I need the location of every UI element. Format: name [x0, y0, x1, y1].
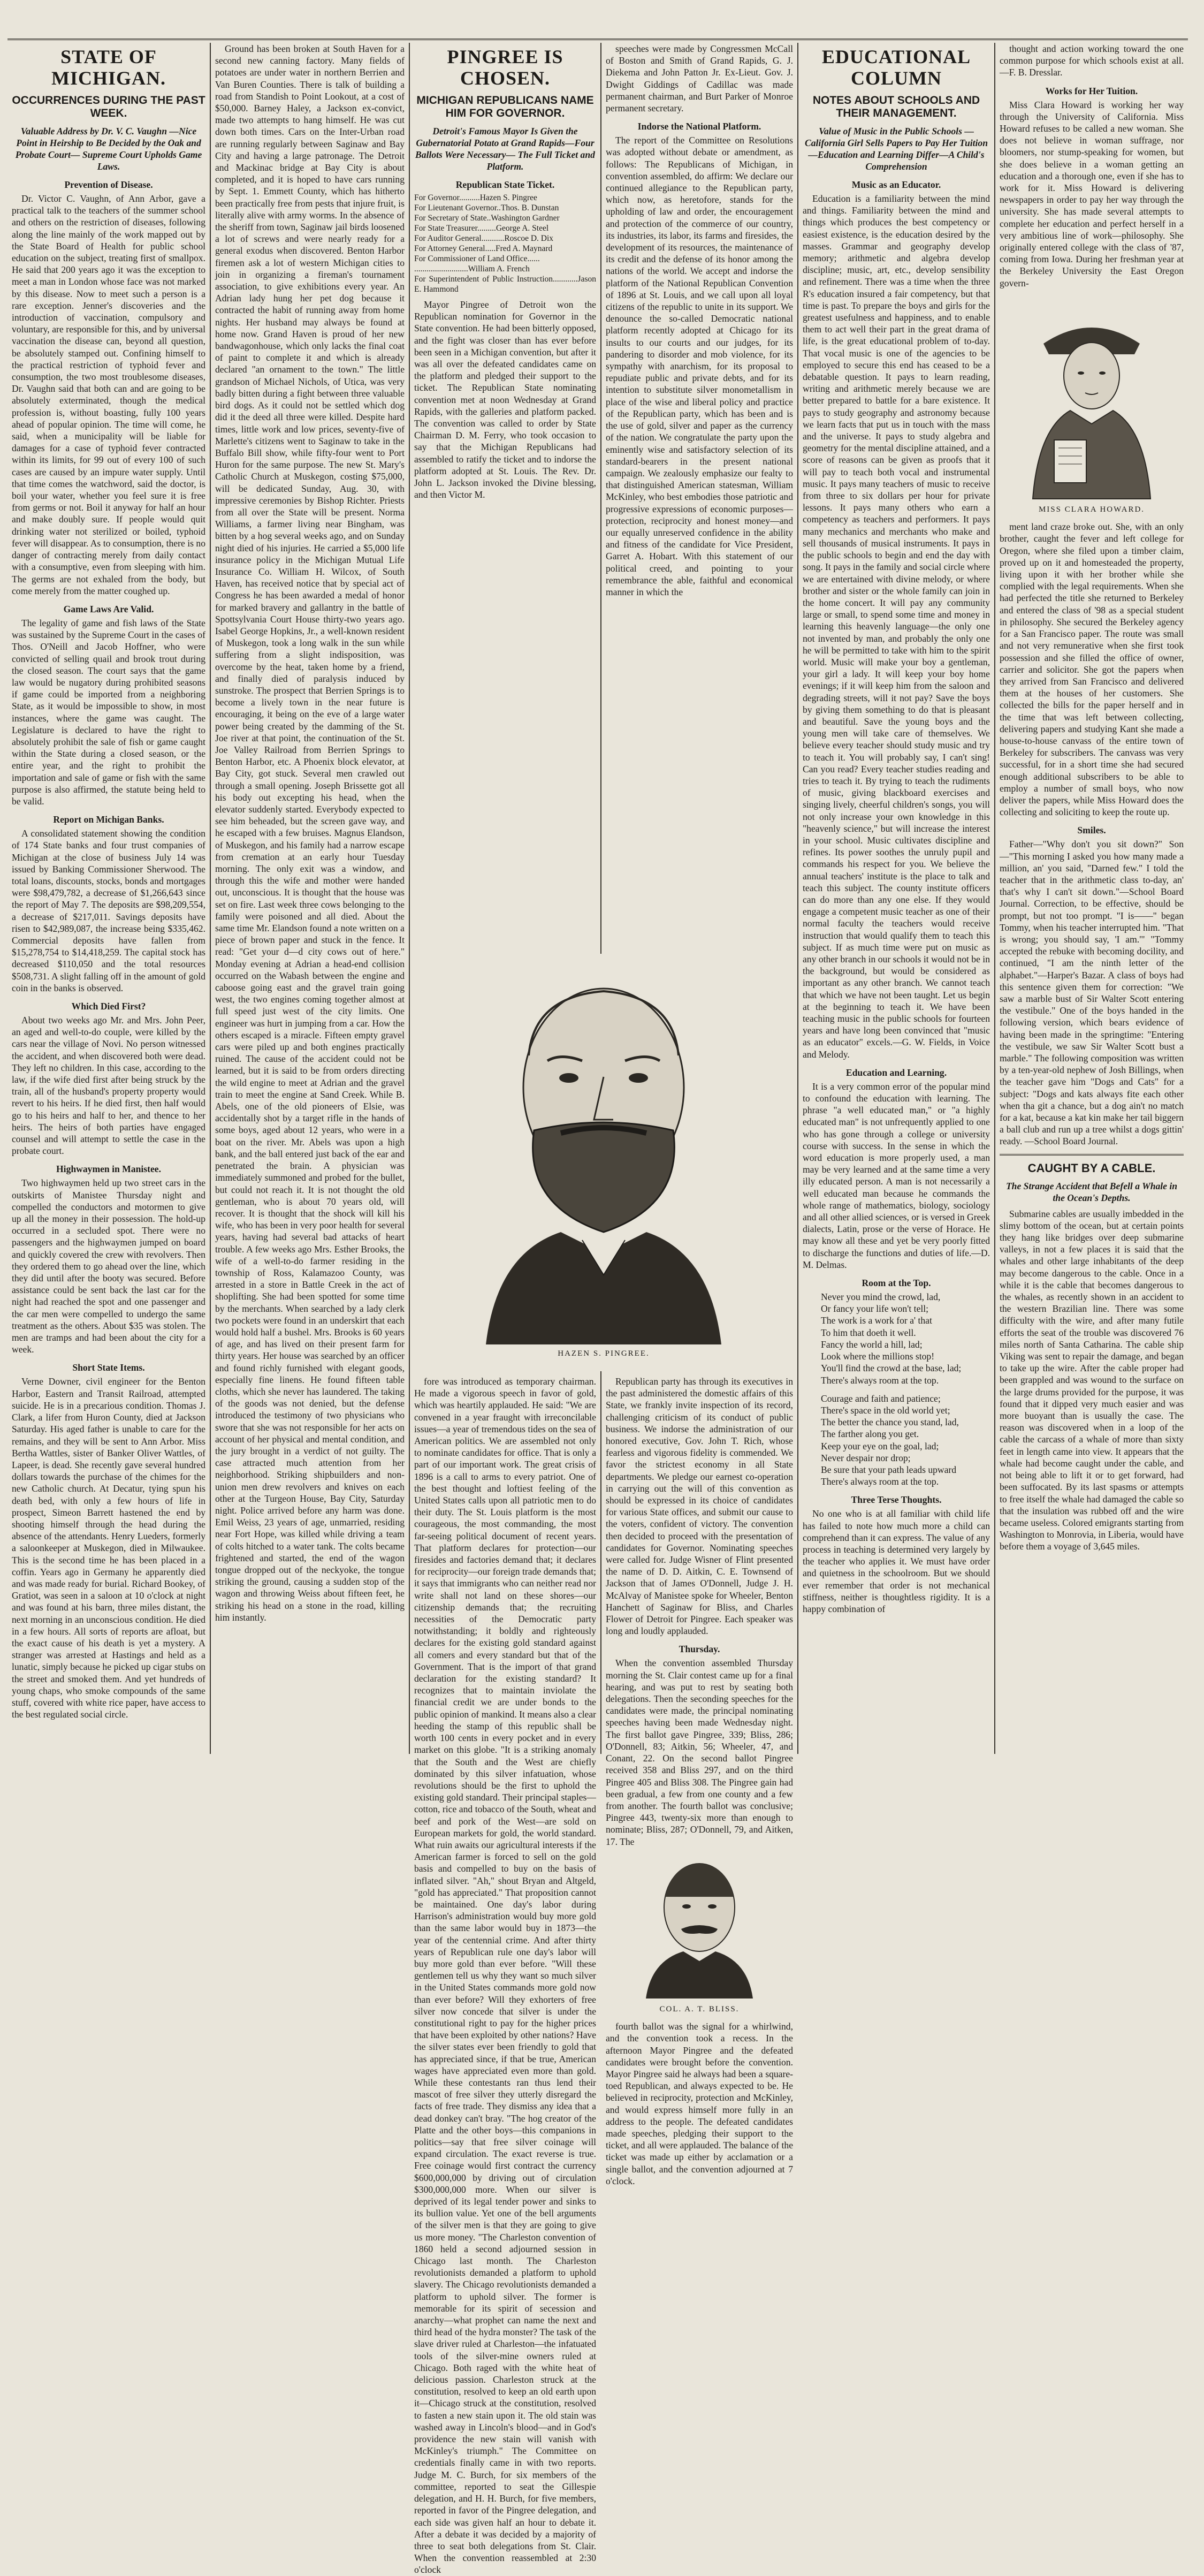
article-title: Smiles. [1077, 825, 1106, 836]
poem-stanza [803, 1291, 990, 1386]
ticket-list [414, 193, 596, 294]
pingree-deck: Detroit's Famous Mayor Is Given the Gubernatorial Potato at Grand Rapids—Four Ballots Were Necessary— The Full Ticket and Platform. [415, 126, 595, 172]
section-deck: Valuable Address by Dr. V. C. Vaughn —Nice Point in Heirship to Be Decided by the Oak and Probate Court— Supreme Court Upholds Game Laws. [15, 126, 202, 172]
ticket-line: ..........................William A. French [414, 264, 530, 273]
poem-line: Never despair nor drop; [821, 1452, 911, 1463]
article-title: Game Laws Are Valid. [63, 603, 154, 614]
ticket-line: For Lieutenant Governor..Thos. B. Dunstan [414, 203, 559, 212]
poem-line: Fancy the world a hill, lad; [821, 1339, 923, 1350]
pingree-subhead: MICHIGAN REPUBLICANS NAME HIM FOR GOVERNOR. [416, 94, 594, 119]
section-header: STATE OF MICHIGAN. [51, 46, 166, 89]
article-body: Submarine cables are usually imbedded in the slimy bottom of the ocean, but at certain points they hang like bridges over deep submarine valleys, in not a few places it is said that the whales and other large inhabitants of the deep may become dangerous to the cable. Once in a while it is the cable that becomes dangerous to the whales, as recently shown in an accident to the western Brazilian line. There was some difficulty with the wire, and after many futile efforts the seat of the trouble was discovered 76 miles north of Santa Catharina. The cable ship Viking was sent to repair the damage, and began to take up the wire. After the cable proper had been grappled and was wound to the surface on the large drums provided for the purpose, it was found that it dipped very much easier and was more buoyant than is usually the case. The reason was discovered when in a loop of the cable the carcass of a whale of more than sixty feet in length came into view. It appears that the whale had become caught under the cable, and not being able to lift it or to get forward, had been suffocated. By its last spasms or attempts to free itself the whale had damaged the cable so that the insulation was rubbed off and the wire became useless. Colored emigrants starting from Washington to Monrovia, in Liberia, would have before them a voyage of 3,645 miles. [1000, 1208, 1184, 1552]
poem-line: Be sure that your path leads upward [821, 1464, 957, 1475]
column-pingree-left [410, 43, 600, 993]
article-body: Education is a familiarity between the mind and things. Familiarity between the mind and things which produces the best competency or easiest existence, is the education desired by the masses. Grammar and geography develop memory; arithmetic and algebra develop discipline; music, art, etc., develop sensibility and refinement. There was a time when the three R's education insured a fair competency, but that time is past. To prepare the boys and girls for the greatest usefulness and happiness, and to enable them to act well their part in the great drama of life, is the great educational problem of to-day. That vocal music is one of the agencies to be employed to secure this end has ceased to be a debatable question. It pays to learn reading, writing and arithmetic merely because we are better prepared to battle for a bare existence. It pays to study geography and astronomy because we learn facts that put us in touch with the mass and the universe. It pays to study algebra and geometry for the mental discipline attained, and a score of reasons can be given as proofs that it will pay to teach both vocal and instrumental music. It pays many teachers of music to receive from three to six dollars per hour for private lessons. It pays many others who earn a competency as teachers and performers. It pays many mechanics and merchants who make and sell thousands of musical instruments. It pays in the public schools to begin and end the day with song. It pays in the family and social circle where we are entertained with divine melody, or where brother and sister or the whole family can join in the home concert. It will pay any community large or small, to spend some time and money in learning this heavenly language—the only one not invented by man, and probably the only one he will be permitted to take with him to the spirit world. Music will make your boy a gentleman, your girl a lady. It will keep your boy home evenings; if it will keep him from the saloon and degrading streets, will it not pay? Save the boys by giving them something to do that is pleasant and beautiful. Save the young boys and the young men will take care of themselves. We believe every teacher should study music and try to teach it. You will probably say, I can't sing! Can you read? Every teacher studies reading and tries to teach it. By trying to teach the rudiments of music, giving blackboard exercises and singing lively, cheerful children's songs, you will not only increase your own knowledge in this "heavenly science," but will increase the interest in your school. Music cultivates discipline and refines. Its power soothes the unruly pupil and commands his respect for you. We believe the annual teachers' institute is the place to talk and teach this subject. The county institute officers can do more than any one else. If they would engage a competent music teacher as one of their normal faculty the teachers would receive instruction that would qualify them to teach this subject. If as much time were put on music as any other branch in our schools it would not be in the background, but would be considered as important as any other branch. We cannot teach that which we have not been taught. Let us begin at the beginning to teach it. We have been teaching music in the public schools for fourteen years and have long been convinced that "music as an educator" excels.—G. W. Fields, in Voice and Melody. [803, 193, 990, 1060]
pingree-caption: HAZEN S. PINGREE. [558, 1349, 650, 1358]
divider [1000, 1154, 1184, 1156]
article-body: No one who is at all familiar with child life has failed to note how much more a child can comprehend than it can express. The value of any process in teaching is determined very largely by the teacher who applies it. We must have order and quietness in the schoolroom. But we should ever remember that order is not mechanical stiffness, neither is thoughtless rigidity. It is a happy combination of [803, 1508, 990, 1614]
ticket-line: For Auditor General...........Roscoe D. Dix [414, 234, 554, 243]
article-title: Highwaymen in Manistee. [56, 1164, 161, 1175]
ticket-line: For Attorney General.....Fred A. Maynard [414, 244, 553, 253]
pingree-portrait-drawing [454, 954, 753, 1344]
article-body: Father—"Why don't you sit down?" Son—"This morning I asked you how many made a million, an' you said, "Darned few." I told the teacher that in the arithmetic class to-day, an' that's why I can't sit down."—School Board Journal. Correction, to be effective, should be prompt, but not too prompt. "I is——" began Tommy, when his teacher interrupted him. "That is wrong; you should say, 'I am.'" "Tommy accepted the rebuke with becoming docility, and continued, "I am the ninth letter of the alphabet."—Harper's Bazar. A class of boys had this sentence given them for correction: "We saw a marble bust of Sir Walter Scott entering the vestibule." One of the boys handed in the following version, which bears evidence of having been made in the springtime: "Entering the vestibule, we saw Sir Walter Scott bust a marble." The following composition was written by a ten-year-old nephew of Josh Billings, when the teacher gave him "Dogs and Cats" for a subject: "Dogs and kats always fite each other when tha git a chance, but a dog ain't no match for a kat, because a kat kin make her tail biggern a ball club and run up a tree whilst a dogs gittin' ready. —School Board Journal. [1000, 839, 1184, 1147]
article-title: Short State Items. [72, 1362, 145, 1373]
edu-deck: Value of Music in the Public Schools —California Girl Sells Papers to Pay Her Tuition—Education and Learning Differ—A Child's Comprehension [805, 126, 988, 172]
article-title: Works for Her Tuition. [1045, 85, 1138, 96]
poem-line: The farther along you get. [821, 1428, 919, 1440]
poem-line: You'll find the crowd at the base, lad; [821, 1363, 962, 1374]
top-rule [7, 39, 1188, 40]
poem-line: The better the chance you stand, lad, [821, 1417, 959, 1428]
poem-title: Room at the Top. [862, 1278, 931, 1289]
article-body: fourth ballot was the signal for a whirlwind, and the convention took a recess. In the afternoon Mayor Pingree and the defeated candidates were brought before the convention. Mayor Pingree said he always had been a square-toed Republican, and always expected to be. He believed in reciprocity, protection and McKinley, and would express himself more fully in an address to the people. The defeated candidates made speeches, pledging their support to the ticket, and all were applauded. The balance of the ticket was made up either by acclamation or a single ballot, and the convention adjourned at 7 o'clock. [606, 2021, 793, 2186]
poem-line: Look where the millions stop! [821, 1351, 935, 1362]
column-pingree-lower-right [601, 1376, 797, 2186]
article-body: Miss Clara Howard is working her way through the University of California. Miss Howard refuses to be called a new woman. She does not believe in woman suffrage, nor bloomers, nor stump-speaking for women, but she does believe in a woman getting an education and a thorough one, even if she has to work for it. Miss Howard is delivering newspapers in order to pay her way through the university. She has made several attempts to complete her education and perfect herself in a very ambitious line of work—philosophy. She originally entered college with the class of '87, coming from Iowa. During her freshman year at the Berkeley University the East Oregon govern- [1000, 99, 1184, 288]
article-body: speeches were made by Congressmen McCall of Boston and Smith of Grand Rapids, G. J. Diekema and John Patton Jr. Ex-Lieut. Gov. J. Dwight Giddings of Cadillac was made permanent chairman, and Burt Parker of Monroe permanent secretary. [606, 43, 793, 114]
article-title: Indorse the National Platform. [637, 121, 761, 132]
article-title: Prevention of Disease. [64, 179, 153, 190]
cable-header: CAUGHT BY A CABLE. [1027, 1161, 1156, 1175]
poem-line: The work is a work for a' that [821, 1315, 932, 1326]
article-body: Mayor Pingree of Detroit won the Republican nomination for Governor in the State convention. He had been bitterly opposed, and the fight was closer than has ever before been seen in a Michigan convention, but after it was all over the defeated candidates came on the platform and pledged their support to the ticket. The Republican State nominating convention met at noon Wednesday at Grand Rapids, with the galleries and platform packed. The convention was called to order by State Chairman D. M. Ferry, who took occasion to say that the Michigan Republicans had assembled to ratify the ticket and to indorse the platform adopted at St. Louis. The Rev. Dr. John L. Jackson invoked the Divine blessing, and then Victor M. [414, 299, 596, 500]
poem-line: There's always room at the top. [821, 1476, 939, 1487]
column-state-items [211, 43, 409, 1755]
bliss-caption: COL. A. T. BLISS. [659, 2004, 740, 2013]
article-title: Three Terse Thoughts. [851, 1494, 942, 1506]
column-misc [995, 43, 1188, 1755]
article-body: When the convention assembled Thursday morning the St. Clair contest came up for a final hearing, and was put to rest by seating both delegations. Then the seconding speeches for the candidates were made, the principal nominating speeches having been made Wednesday night. The first ballot gave Pingree, 339; Bliss, 286; O'Donnell, 83; Aitkin, 56; Wheeler, 47, and Conant, 22. On the second ballot Pingree received 358 and Bliss 297, and on the third Pingree 405 and Bliss 308. The Pingree gain had been gradual, a few from one county and a few from another. The fourth ballot was conclusive; Pingree 443, twenty-six more than enough to nominate; Bliss, 287; O'Donnell, 79, and Aitken, 17. The [606, 1658, 793, 1847]
column-state-of-michigan [7, 43, 210, 1755]
poem [803, 1291, 990, 1487]
ticket-line: For Commissioner of Land Office...... [414, 254, 540, 263]
ticket-line: For Governor..........Hazen S. Pingree [414, 193, 537, 202]
ticket-line: For State Treasurer.........George A. Steel [414, 224, 549, 233]
howard-caption: MISS CLARA HOWARD. [1038, 505, 1145, 514]
article-body: About two weeks ago Mr. and Mrs. John Peer, an aged and well-to-do couple, were killed by the cars near the village of Novi. No person witnessed the accident, and when discovered both were dead. They left no children. In this case, according to the law, if the wife died first after being struck by the train, all of the husband's property property would revert to his heirs. If he died first, then half would go to his heirs and half to her, and thence to her heirs. The heirs of both parties have engaged counsel and will attempt to settle the case in the probate court. [12, 1015, 205, 1157]
article-title: Which Died First? [71, 1001, 146, 1012]
article-title: Report on Michigan Banks. [53, 814, 164, 825]
column-pingree-lower-left [410, 1376, 600, 2575]
poem-line: Or fancy your life won't tell; [821, 1303, 929, 1314]
article-body: Verne Downer, civil engineer for the Benton Harbor, Eastern and Transit Railroad, attempted suicide. He is in a precarious condition. Thomas J. Clark, a lifer from Huron County, died at Jackson Saturday. His aged father is unable to care for the remains, and they will be sent to Ann Arbor. Miss Bertha Wattles, sister of Banker Oliver Wattles, of Lapeer, is dead. She recently gave several hundred dollars towards the purchase of the chimes for the new Catholic church. At Decatur, tying spun his death bed, with only a few hours of life in prospect, Simeon Barrett hastened the end by shooting himself through the head during the absence of the attendants. Henry Lueders, formerly a saloonkeeper at Muskegon, died in Milwaukee. This is the second time he has been placed in a coffin. Years ago in Germany he apparently died and was made ready for burial. Richard Bookey, of Gratiot, was seen in a saloon at 10 o'clock at night and was found at his barn, three miles distant, the next morning in an unconscious condition. He died in a few hours. All sorts of reports are afloat, but the exact cause of his death is yet a mystery. A stranger was arrested at Hastings and held as a lunatic, simply because he picked up cigar stubs on the street and smoked them. And yet hundreds of young chaps, who smoke compounds of the same stuff, covered with white rice paper, have access to the best regulated social circle. [12, 1376, 205, 1720]
article-title: Education and Learning. [845, 1067, 947, 1078]
cable-deck: The Strange Accident that Befell a Whale in the Ocean's Depths. [1005, 1180, 1178, 1203]
article-title: Thursday. [679, 1644, 720, 1655]
poem-line: There's space in the old world yet; [821, 1404, 950, 1416]
edu-subhead: NOTES ABOUT SCHOOLS AND THEIR MANAGEMENT. [812, 94, 980, 119]
pingree-header: PINGREE IS CHOSEN. [447, 46, 563, 89]
ticket-line: For Superintendent of Public Instruction............Jason E. Hammond [414, 275, 596, 294]
article-body: It is a very common error of the popular mind to confound the education with learning. The phrase "a well educated man," or "a highly educated man" is not unfrequently applied to one who has gone through a college or university course with success. In the sense in which the word education is more properly used, a man may be very learned and at the same time a very illy educated person. A man is not necessarily a well educated man because he commands the whole range of mathematics, biology, sociology and all other allied sciences, or is versed in Greek dialects, Latin, prose or the verse of Horace. He may know all these and yet be very poorly fitted to discharge the functions and duties of life.—D. M. Delmas. [803, 1081, 990, 1270]
article-body: Two highwaymen held up two street cars in the outskirts of Manistee Thursday night and compelled the conductors and motormen to give up all the money in their possession. The hold-up occurred in a secluded spot. There were no passengers and the highwaymen jumped on board and quickly covered the crew with revolvers. Then they ordered them to go ahead over the line, which they did until after the booty was secured. Before assistance could be sent back the last car for the night had reached the spot and one passenger and the car men were compelled to undergo the same treatment as the others. About $35 was stolen. The men are tramps and had been about the city for a week. [12, 1177, 205, 1355]
article-body: Ground has been broken at South Haven for a second new canning factory. Many fields of potatoes are under water in northern Berrien and Van Buren Counties. There is talk of building a road from Standish to Point Lookout, at a cost of $50,000. Barney Haley, a Jackson ex-convict, made two attempts to hang himself. He was cut down both times. Cars on the Inter-Urban road are running regularly between Saginaw and Bay City and having a large patronage. The Detroit and Mackinac bridge at Bay City is about completed, and it is hoped to have cars running by Sept. 1. Emmett County, which has hitherto been practically free from pests that injure fruit, is literally alive with army worms. In the absence of the sheriff from town, Saginaw jail birds loosened a lot of screws and were nearly ready for a general exodus when discovered. Benton Harbor firemen ask a lot of western Michigan cities to join in organizing a fireman's tournament association, to give exhibitions every year. An Adrian lady hung her pet dog because it contracted the habit of running away from home nights. Her husband may always be found at home now. Grand Haven is proud of her new bandwagonhouse, which only lacks the final coat of paint to complete it and which is already declared "an ornament to the town." The little grandson of Michael Nichols, of Utica, was very badly bitten during a fight between three valuable bird dogs. As it could not be settled which dog did it the deed all three were killed. Despite hard times, little work and low prices, seventy-five of Marlette's citizens went to Saginaw to take in the Buffalo Bill show, while fifty-four went to Port Huron for the same purpose. The new St. Mary's Catholic Church at Muskegon, costing $75,000, will be dedicated Sunday, Aug. 30, with impressive ceremonies by Bishop Richter. Priests from all over the State will be present. Norma Williams, a farmer living near Bingham, was bitten by a hog several weeks ago, and on Sunday night died of his injuries. He carried a $5,000 life insurance policy in the Michigan Mutual Life Insurance Co. William H. Wilcox, of South Haven, has received notice that by special act of Congress he has been awarded a medal of honor for marked bravery and gallantry in the battle of Spottsylvania Court House thirty-two years ago. Isabel George Hopkins, Jr., a well-known resident of Muskegon, took a long walk in the sun while suffering from a slight indisposition, was overcome by the heat, taken home by a friend, and finally died of paralysis induced by sunstroke. The prospect that Berrien Springs is to become a lively town in the near future is encouraging, it being on the eve of a large water power being created by the damming of the St. Joe river at that point, the continuation of the St. Joe Valley Railroad from Berrien Springs to Benton Harbor, etc. A Phoenix block elevator, at Bay City, got stuck. Several men crawled out through a small opening. Joseph Brissette got all his body out excepting his head, when the elevator suddenly started. Everybody expected to see him beheaded, but the screen gave way, and he escaped with a few bruises. Magnus Elandson, of Muskegon, and his family had a narrow escape from cremation at an early hour Tuesday morning. The only exit was a window, and through this the wife and mother were handed out, unconscious. It is thought that the house was set on fire. Last week three cows belonging to the family were poisoned and all died. About the same time Mr. Elandson found a note written on a piece of brown paper and stuck in the fence. It read: "Get your d—d city cows out of here." Monday evening at Adrian a head-end collision occurred on the Wabash between the engine and caboose going east and the gravel train going west, the two engines coming together almost at full speed just west of the city limits. One engineer was hurt in jumping from a car. How the others escaped is a miracle. Fifteen empty gravel cars were piled up and both engines practically ruined. The cause of the accident could not be learned, but it is said to be from orders directing the wild engine to meet at Adrian and the gravel train to meet the engine at Sand Creek. While B. Abels, one of the old pioneers of Elsie, was accidentally shot by a target rifle in the hands of some boys, aged about 12 years, who were in a boat on the river. Mr. Abels was upon a high bank, and the ball entered just back of the ear and penetrated the brain. A physician was immediately summoned and probed for the bullet, but could not reach it. It is not thought the old gentleman, who is about 70 years old, will recover. It is thought that the shock will kill his wife, who has been in very poor health for several years, having had several bad attacks of heart trouble. A few weeks ago Mrs. Esther Brooks, the wife of a well-to-do farmer residing in the township of Ross, Kalamazoo County, was arrested in a store in Battle Creek in the act of shoplifting. She had been spotted for some time by the merchants. When searched by a lady clerk two pockets were found in an underskirt that each would hold half a bushel. Mrs. Brooks is 60 years of age, and has lived on their present farm for thirty years. Her house was searched by an officer and found richly furnished with elegant goods, especially fine linens. He found fifteen table cloths, which she never has laundered. The taking of the goods was not denied, but the defense introduced the testimony of two physicians who swore that she was not responsible for her acts on account of her physical and mental condition, and the jury brought in a verdict of not guilty. The case attracted much attention from her neighborhood. Striking shipbuilders and non-union men drew revolvers and knives on each other at the Turgeon House, Bay City, Saturday night. Police arrived before any harm was done. Emil Weiss, 23 years of age, unmarried, residing near Fort Hope, was killed while driving a team of colts hitched to a water tank. The colts became frightened and started, the end of the wagon tongue dropped out of the neckyoke, the tongue striking the ground, causing a sudden stop of the wagon and throwing Weiss about fifteen feet, he striking his head on a stone in the road, killing him instantly. [215, 43, 405, 1623]
poem-line: There's always room at the top. [821, 1374, 939, 1386]
bliss-portrait [606, 1854, 793, 2015]
ticket-line: For Secretary of State..Washington Gardner [414, 214, 560, 223]
poem-stanza [803, 1393, 990, 1488]
column-educational [798, 43, 994, 1755]
poem-line: Courage and faith and patience; [821, 1393, 941, 1404]
poem-line: To him that doeth it well. [821, 1327, 916, 1338]
article-body: A consolidated statement showing the condition of 174 State banks and four trust companies of Michigan at the close of business July 14 was issued by Banking Commissioner Sherwood. The total loans, discounts, stocks, bonds and mortgages were $98,479,782, a decrease of $1,266,643 since the report of May 7. The deposits are $98,209,554, a decrease of $217,011. Savings deposits have risen to $42,989,087, the increase being $335,462. Commercial deposits have fallen from $15,278,754 to $14,418,259. The capital stock has decreased $110,050 and the total resources $508,731. A slight falling off in the amount of gold coin in the banks is observed. [12, 828, 205, 993]
article-body: fore was introduced as temporary chairman. He made a vigorous speech in favor of gold, which was heartily applauded. He said: "We are convened in a year fraught with irreconcilable issues—a year of tremendous tides on the sea of American politics. We are assembled not only to nominate candidates for office. That is only a part of our important work. The great crisis of 1896 is a call to arms to every patriot. One of the best thought and loftiest feeling of the United States calls upon all patriotic men to do their duty. The St. Louis platform is the most courageous, the most commanding, the most far-seeing political document of recent years. That platform declares for protection—our firesides and factories demand that; it declares for reciprocity—our foreign trade demands that; it says that immigrants who can neither read nor write shall not land on these shores—our citizenship demands that; the recruiting necessities of the Democratic party notwithstanding; it boldly and righteously declares for the existing gold standard against all comers and every standard but that of the Government. That is the import of that grand declaration for the existing standard? It recognizes that to maintain inviolate the financial credit we are under bonds to the public opinion of mankind. It means also a clear heeding the stamp of this republic shall be worth 100 cents in every pocket and in every market on this globe. "It is a striking anomaly that the South and the West are chiefly dominated by this silver infatuation, whose revolutions should be the first to uphold the existing gold standard. Their principal staples—cotton, rice and tobacco of the South, wheat and beef and pork of the West—are sold on European markets for gold, the world standard. What ruin awaits our agricultural interests if the American farmer is forced to sell on the gold basis and compelled to buy on the basis of inflated silver. "Ah," shout Bryan and Altgeld, "gold has appreciated." That proposition cannot be maintained. One day's labor during Harrison's administration would buy more gold than the same labor would buy in 1873—the year of the centennial crime. And after thirty years of Republican rule one day's labor will buy more gold than ever before. "Will these gentlemen tell us why they want so much silver in the United States commands more gold now than ever before? Will they exhorters of free silver now concede that silver is under the constitutional right to pay for the higher prices that have been exploited by other nations? Have the silver states ever been friendly to gold that has appreciated since, if that be true, American wages have appreciated even more than gold. While these contestants ran thus lend their mascot of free silver they utterly disregard the facts of free trade. They dismiss any idea that a dead donkey can't bray. "The hog creator of the Platte and the other boys—this companions in politics—say that free silver coinage will expand circulation. The exact reverse is true. Free coinage would first contract the currency $600,000,000 by driving out of circulation $300,000,000 more. When our silver is deprived of its legal tender power and sinks to its bullion value. Yet one of the bell arguments of the silver men is that they are going to give us more money. "The Charleston convention of 1860 held a second adjourned session in Chicago last month. The Charleston revolutionists demanded a platform to uphold slavery. The Chicago revolutionists demanded a platform to uphold silver. The former is memorable for its spirit of secession and anarchy—what prophet can name the next and third head of the hydra monster? The task of the slave driver ruled at Charleston—the infatuated tools of the silver-mine owners ruled at Chicago. Both raged with the white heat of delicious passion. Charleston struck at the constitution, resolved to keep an old earth upon it—Chicago struck at the constitution, resolved to fasten a new stain upon it. The old stain was washed away in Lincoln's blood—and in God's providence the new stain will vanish with McKinley's triumph." The Committee on credentials finally came in with two reports. Judge M. C. Burch, for six members of the committee, reported to seat the Gillespie delegation, and H. H. Burch, for five members, reported in favor of the Pingree delegation, and each side was given half an hour to debate it. After a debate it was decided by a majority of three to seat both delegations from St. Clair. When the convention reassembled at 2:30 o'clock [414, 1376, 596, 2575]
poem-line: Never you mind the crowd, lad, [821, 1291, 941, 1303]
article-body: Dr. Victor C. Vaughn, of Ann Arbor, gave a practical talk to the teachers of the summer school and others on the restriction of diseases, following along the line mainly of the work mapped out by the State Board of Health for public school education on the subject, treating first of smallpox. He said that 200 years ago it was the exception to meet a man in London whose face was not marked by this disease. Now to meet such a person is a rare exception. Jenner's discoveries and the introduction of vaccination, compulsory and voluntary, are responsible for this, and by universal vaccination the disease can, beyond all question, be absolutely stamped out. Confining himself to the practical restriction of typhoid fever and consumption, the two most troublesome diseases, Dr. Vaughn said that both can and are going to be absolutely exterminated, though the medical profession is, without boasting, fully 100 years ahead of popular opinion. The time will come, he said, when a municipality will be liable for damages for a case of typhoid fever contracted within its limits, for 99 out of every 100 of such cases are caused by an impure water supply. Until that time comes the watchword, said the doctor, is boil your water, whether you feel sure it is free from germs or not. Boil it anyway for half an hour and make doubly sure. If people would quit drinking water not sterilized or boiled, typhoid fever will disappear. As to consumption, there is no danger of contracting merely from daily contact with a consumptive, even from sleeping with him. The germs are not exhaled from the body, but come merely from the matter coughed up. [12, 193, 205, 596]
section-subhead: OCCURRENCES DURING THE PAST WEEK. [12, 94, 205, 119]
poem-line: Keep your eye on the goal, lad; [821, 1440, 939, 1452]
article-body: Republican party has through its executives in the past administered the domestic affairs of this State, we frankly invite inspection of its record, challenging criticism of its conduct of public business. We indorse the administration of our honored executive, Gov. John T. Rich, whose fearless and vigorous fidelity is commended. We favor the strictest economy in all State departments. We pledge our earnest co-operation in carrying out the will of this convention as should be expressed in its choice of candidates for various State offices, and submit our cause to the voters, confident of victory. The convention then decided to proceed with the presentation of candidates for Governor. Nominating speeches were called for. Judge Wisner of Flint presented the name of D. D. Aitkin, C. E. Townsend of Jackson that of James O'Donnell, Judge J. H. McAlvay of Manistee spoke for Wheeler, Benton Hanchett of Saginaw for Bliss, and Charles Flower of Detroit for Pingree. Each speaker was long and loudly applauded. [606, 1376, 793, 1637]
ticket-title: Republican State Ticket. [455, 179, 555, 190]
howard-portrait [1000, 295, 1184, 515]
article-body: The legality of game and fish laws of the State was sustained by the Supreme Court in the cases of Thos. O'Neill and Jacob Hoffner, who were convicted of selling quail and brook trout during the closed season. The court says that the game law would be nugatory during prohibited seasons if game could be imported from a neighboring State, as it would be impossible to show, in most instances, where the game was caught. The Legislature is declared to have the right to absolutely prohibit the sale of fish or game caught within the State during a closed season, or the entire year, and the right to prohibit the importation and sale of game or fish with the same purpose is also affirmed, the statute being held to be valid. [12, 617, 205, 807]
article-body: The report of the Committee on Resolutions was adopted without debate or amendment, as follows: The Republicans of Michigan, in convention assembled, do affirm: We declare our continued allegiance to the Republican party, which now, as heretofore, stands for the upholding of law and order, the encouragement and protection of the commerce of our country, its industries, its labor, its farms and firesides, the development of its resources, the maintenance of its credit and the defense of its honor among the nations of the world. We accept and indorse the platform of the National Republican Convention of 1896 at St. Louis, and we call upon all loyal citizens of the republic to unite in its support. We denounce the so-called Democratic national platform recently adopted at Chicago for its insults to our courts and our judges, for its pandering to disorder and mob violence, for its sympathy with anarchism, for its proposal to repudiate public and private debts, and for its intention to substitute silver monometallism in place of the wise and liberal policy and practice of the Republican party, which has been and is the use of gold, silver and paper as the currency of the nation. We congratulate the party upon the eminently wise and satisfactory selection of its standard-bearers in the present national campaign. We zealously emphasize our fealty to that distinguished American statesman, William McKinley, who best embodies those patriotic and progressive expressions of economic purposes—protection, reciprocity and honest money—and our equally unreserved confidence in the ability and fitness of the candidate for Vice President, Garret A. Hobart. With this statement of our political creed, and pointing to your remembrance the able, faithful and economical manner in which the [606, 135, 793, 597]
article-title: Music as an Educator. [851, 179, 941, 190]
bliss-portrait-drawing [635, 1854, 764, 1999]
pingree-portrait [423, 954, 784, 1371]
article-body: ment land craze broke out. She, with an only brother, caught the fever and left college for Oregon, where she filed upon a timber claim, proved up on it and homesteaded the property, living upon it with her brother while she complied with the legal requirements. When she had perfected the title she returned to Berkeley and entered the class of '98 as a special student in philosophy. She secured the Berkeley agency for a San Francisco paper. The route was small and not very remunerative when she first took possession and she filled the office of owner, carrier and solicitor. She got the papers when they arrived from San Francisco and delivered them at the houses of her customers. She collected the bills for the paper herself and in the time that was left between collecting, delivering papers and studying Kant she made a house-to-house canvass of the entire town of Berkeley for subscribers. The canvass was very successful, for in a short time she had secured enough additional subscribers to be able to employ a number of small boys, who now deliver the papers, while Miss Howard does the collecting and soliciting to keep the route up. [1000, 521, 1184, 818]
column-pingree-right [601, 43, 797, 993]
howard-portrait-drawing [1011, 295, 1172, 499]
article-body: thought and action working toward the one common purpose for which schools exist at all.—F. B. Dresslar. [1000, 43, 1184, 78]
edu-header: EDUCATIONAL COLUMN [821, 46, 971, 89]
